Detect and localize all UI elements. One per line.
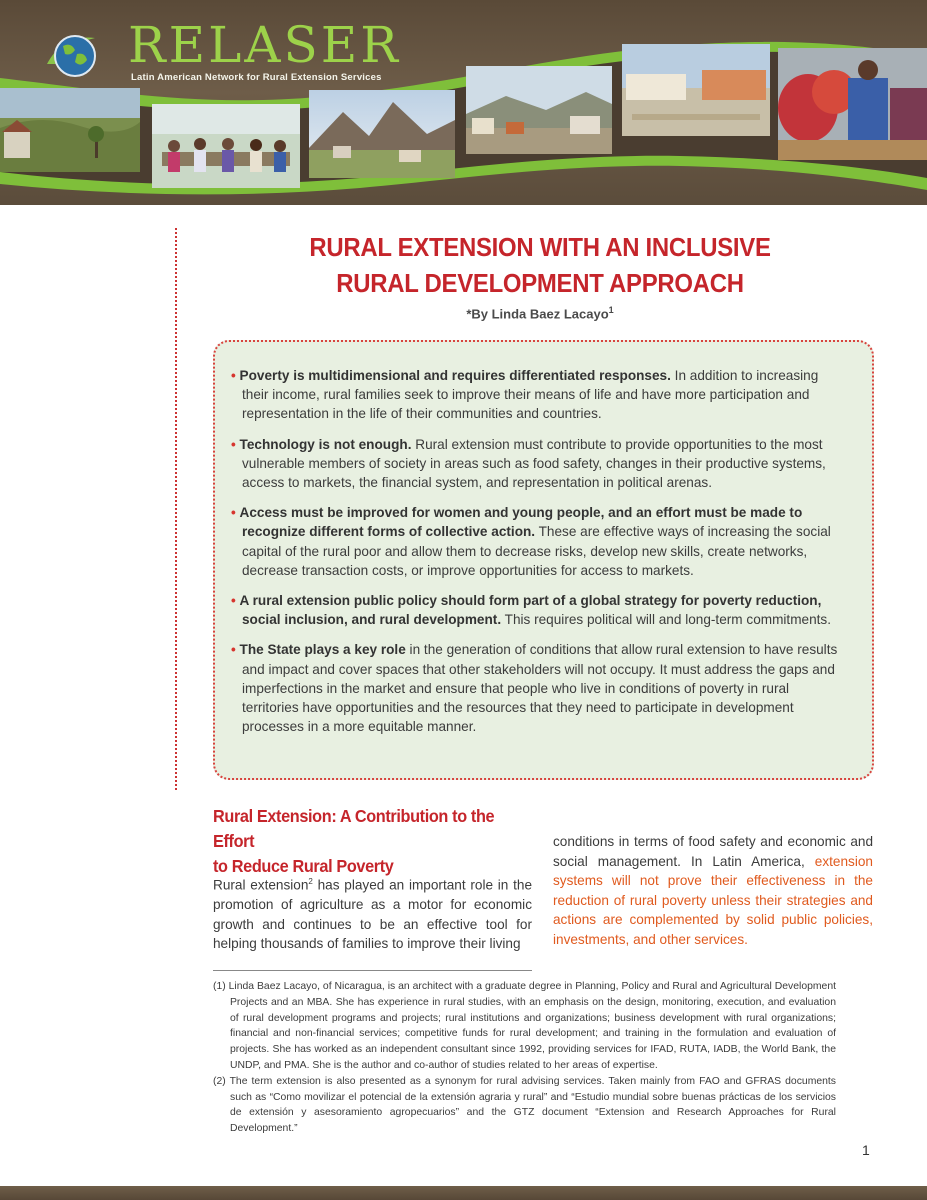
key-point [231, 503, 848, 580]
bottom-border-strip [0, 1186, 927, 1200]
key-point-text: In addition to increasing their income, rural families seek to improve their means of life and have more participation and representation in the life of their communities and countries. [242, 368, 819, 422]
footnote-ref: 2 [308, 877, 313, 886]
title-line-2: RURAL DEVELOPMENT APPROACH [336, 268, 744, 298]
brand-name: RELASER [128, 16, 401, 74]
footnotes [213, 979, 836, 1137]
key-point [231, 435, 848, 493]
key-point [231, 366, 848, 424]
dotted-margin-rule [175, 228, 177, 790]
town-square-photo [622, 44, 770, 136]
key-points-box [213, 340, 874, 780]
page-number: 1 [862, 1142, 870, 1158]
header-banner [0, 0, 927, 205]
bullet-icon: • [231, 436, 236, 452]
section-heading-line-1: Rural Extension: A Contribution to the Effort [213, 806, 495, 851]
meeting-photo [152, 104, 300, 188]
key-point [231, 591, 848, 629]
key-point-text: in the generation of conditions that allow rural extension to have results and impact and cover spaces that other stakeholders will not occupy. It must address the gaps and imperfections in the market and ensure that people who live in conditions of poverty in rural territories have opportunities and the resources that they need to participate in development processes in a more equitable manner. [242, 642, 838, 735]
body-text: conditions in terms of food safety and economic and social management. In Latin America, [553, 834, 873, 869]
key-point-lead: Access must be improved for women and young people, and an effort must be made to recognize different forms of collective action. [239, 505, 803, 540]
bullet-icon: • [231, 505, 236, 521]
body-column-left [213, 872, 532, 954]
byline [210, 305, 870, 321]
page-title [236, 229, 843, 301]
section-heading-line-2: to Reduce Rural Poverty [213, 856, 394, 876]
bullet-icon: • [231, 593, 236, 609]
key-point-text: These are effective ways of increasing the social capital of the rural poor and allow them to decrease risks, develop new skills, create networks, decrease transaction costs, or improve opportunities for access to markets. [242, 524, 831, 578]
bullet-icon: • [231, 368, 236, 383]
highlighted-text: extension systems will not prove their effectiveness in the reduction of rural poverty unless their strategies and actions are complemented by solid public policies, investments, and other services. [553, 853, 873, 947]
body-text: Rural extension [213, 877, 309, 893]
brand-subtitle: Latin American Network for Rural Extension Services [131, 72, 382, 83]
bullet-icon: • [231, 642, 236, 658]
body-text: has played an important role in the promotion of agriculture as a motor for economic growth and continues to be an effective tool for helping thousands of families to improve their living [213, 877, 532, 952]
key-point-text: This requires political will and long-term commitments. [501, 612, 831, 628]
key-point-lead: The State plays a key role [239, 642, 406, 658]
mountain-village-photo [309, 90, 455, 178]
key-point-lead: Technology is not enough. [239, 436, 412, 452]
author-footnote-ref: 1 [608, 305, 614, 315]
title-line-1: RURAL EXTENSION WITH AN INCLUSIVE [309, 232, 771, 262]
rural-landscape-photo [0, 88, 140, 172]
key-point-text: Rural extension must contribute to provide opportunities to the most vulnerable members of society in areas such as food safety, changes in their productive systems, access to markets, the financial system, and representation in political arenas. [242, 436, 826, 491]
key-point [231, 640, 848, 736]
footnote-divider [213, 970, 532, 971]
market-stall-photo [778, 48, 927, 160]
relaser-globe-logo-icon [45, 24, 105, 84]
key-point-lead: A rural extension public policy should form part of a global strategy for poverty reduction, social inclusion, and rural development. [239, 593, 822, 628]
author-name: *By Linda Baez Lacayo [466, 306, 609, 322]
footnote: (2) The term extension is also presented as a synonym for rural advising services. Taken mainly from FAO and GFRAS documents such as “Como movilizar el potencial de la extensión agraria y rural” and “Estudio mundial sobre buenas prácticas de los servicios de extensión y asesoramiento agropecuarios” and the GTZ document “Extension and Research Approaches for Rural Development.” [213, 1075, 836, 1135]
body-column-right [553, 832, 873, 950]
town-street-photo [466, 66, 612, 154]
footnote: (1) Linda Baez Lacayo, of Nicaragua, is an architect with a graduate degree in Planning, Policy and Rural and Agricultural Development Projects and an MBA. She has experience in rural studies, with an emphasis on the design, monitoring, execution, and evaluation of rural development programs and projects; rural institutions and organizations; business development with rural organizations; financial and non-financial services; competitive funds for rural development; and training in the formulation and evaluation of projects. She has worked as an independent consultant since 1992, providing services for IFAD, RUTA, IADB, the World Bank, the UNDP, and PMA. She is the author and co-author of studies related to her areas of expertise. [213, 981, 836, 1071]
section-heading [213, 804, 520, 879]
key-point-lead: Poverty is multidimensional and requires differentiated responses. [239, 368, 671, 383]
